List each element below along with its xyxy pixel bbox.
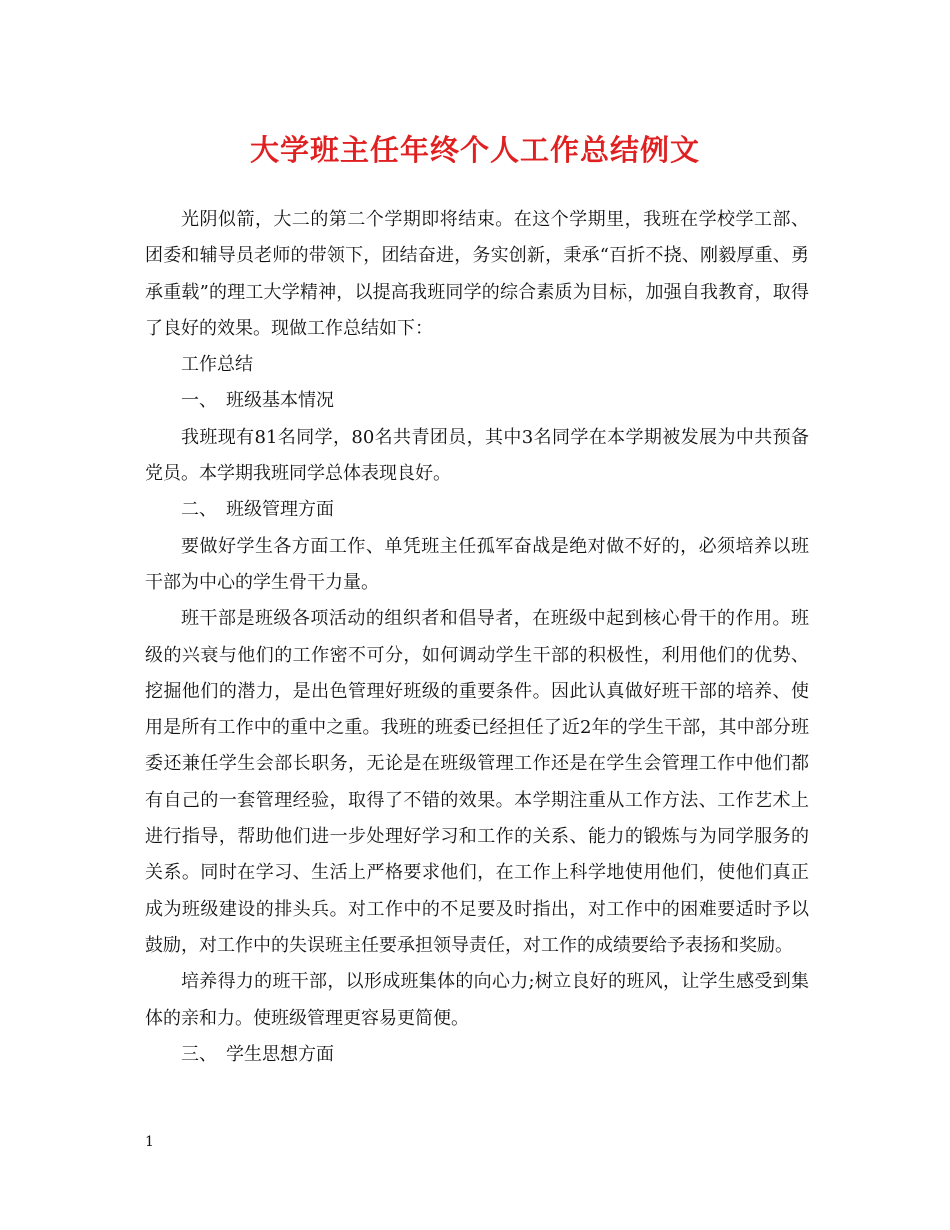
page-number: 1 bbox=[145, 1134, 154, 1150]
section-heading-summary: 工作总结 bbox=[181, 354, 253, 376]
management-paragraph-3: 培养得力的班干部，以形成班集体的向心力;树立良好的班风，让学生感受到集体的亲和力。使班级管理更容易更简便。 bbox=[145, 971, 809, 1029]
class-overview-paragraph: 我班现有81名同学，80名共青团员，其中3名同学在本学期被发展为中共预备党员。本学期我班同学总体表现良好。 bbox=[145, 426, 809, 485]
section-heading-class-overview: 一、 班级基本情况 bbox=[181, 390, 334, 412]
section-heading-class-management: 二、 班级管理方面 bbox=[181, 499, 334, 521]
document-title: 大学班主任年终个人工作总结例文 bbox=[249, 133, 700, 167]
management-paragraph-1: 要做好学生各方面工作、单凭班主任孤军奋战是绝对做不好的，必须培养以班干部为中心的学生骨干力量。 bbox=[145, 535, 809, 593]
section-heading-student-thought: 三、 学生思想方面 bbox=[181, 1043, 334, 1065]
management-paragraph-2: 班干部是班级各项活动的组织者和倡导者，在班级中起到核心骨干的作用。班级的兴衰与他们的工作密不可分，如何调动学生干部的积极性，利用他们的优势、挖掘他们的潜力，是出色管理好班级的重要条件。因此认真做好班干部的培养、使用是所有工作中的重中之重。我班的班委已经担任了近2年的学生干部，其中部分班委还兼任学生会部长职务，无论是在班级管理工作还是在学生会管理工作中他们都有自己的一套管理经验，取得了不错的效果。本学期注重从工作方法、工作艺术上进行指导，帮助他们进一步处理好学习和工作的关系、能力的锻炼与为同学服务的关系。同时在学习、生活上严格要求他们，在工作上科学地使用他们，使他们真正成为班级建设的排头兵。对工作中的不足要及时指出，对工作中的困难要适时予以鼓励，对工作中的失误班主任要承担领导责任，对工作的成绩要给予表扬和奖励。 bbox=[145, 608, 809, 956]
document-body bbox=[145, 202, 809, 1073]
intro-paragraph: 光阴似箭，大二的第二个学期即将结束。在这个学期里，我班在学校学工部、团委和辅导员老师的带领下，团结奋进，务实创新，秉承“百折不挠、刚毅厚重、勇承重载”的理工大学精神，以提高我班同学的综合素质为目标，加强自我教育，取得了良好的效果。现做工作总结如下： bbox=[145, 209, 809, 339]
